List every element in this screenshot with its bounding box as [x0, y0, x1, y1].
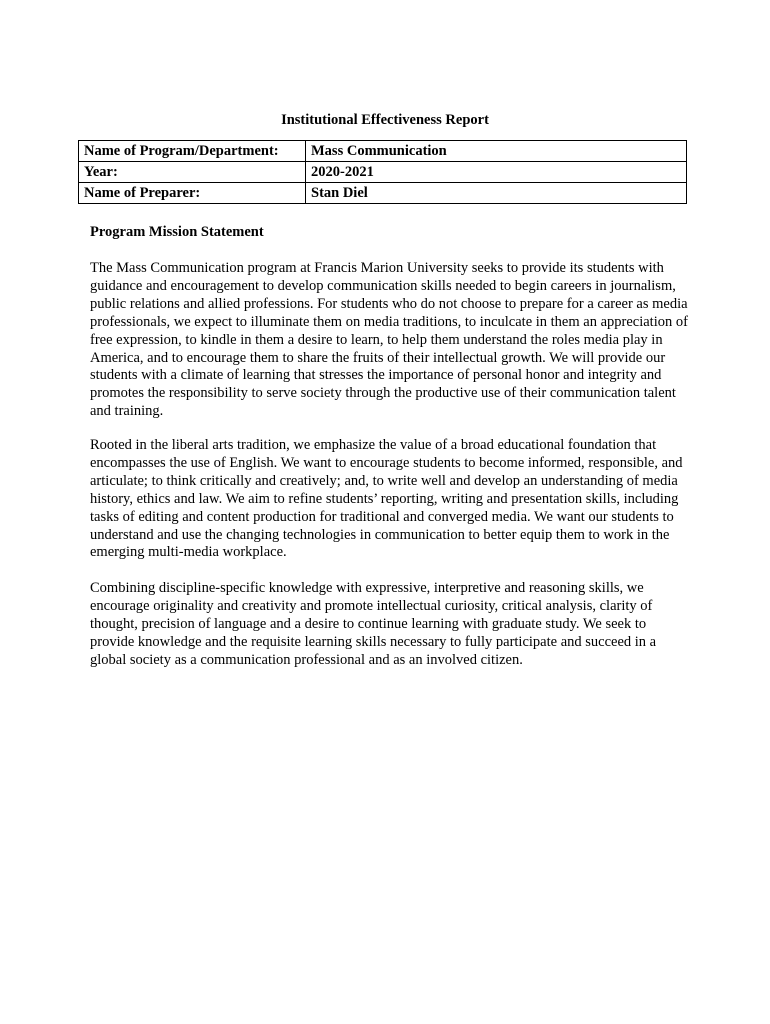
- table-row: [79, 141, 687, 162]
- mission-paragraph-2: Rooted in the liberal arts tradition, we emphasize the value of a broad educational foundation that encompasses the use of English. We want to encourage students to become informed, responsible, and articulate; to think critically and creatively; and, to write well and develop an understanding of media history, ethics and law. We aim to refine students’ reporting, writing and presentation skills, including tasks of editing and content production for traditional and converged media. We want our students to understand and use the changing technologies in communication to better equip them to work in the emerging multi-media workplace.: [90, 437, 683, 561]
- table-row: [79, 162, 687, 183]
- section-heading: Program Mission Statement: [90, 224, 264, 240]
- program-info-table: [78, 140, 687, 204]
- year-value: 2020-2021: [306, 162, 687, 183]
- mission-paragraph-1: The Mass Communication program at Francis Marion University seeks to provide its students with guidance and encouragement to develop communication skills needed to begin careers in journalism, public relations and allied professions. For students who do not choose to prepare for a career as media professionals, we expect to illuminate them on media traditions, to inculcate in them an appreciation of free expression, to kindle in them a desire to learn, to help them understand the roles media play in America, and to encourage them to share the fruits of their intellectual growth. We will provide our students with a climate of learning that stresses the importance of personal honor and integrity and promotes the responsibility to serve society through the productive use of their communication talent and training.: [90, 260, 688, 420]
- report-title: Institutional Effectiveness Report: [281, 112, 489, 128]
- preparer-value: Stan Diel: [306, 183, 687, 204]
- table-row: [79, 183, 687, 204]
- preparer-label: Name of Preparer:: [79, 183, 306, 204]
- program-value: Mass Communication: [306, 141, 687, 162]
- year-label: Year:: [79, 162, 306, 183]
- program-label: Name of Program/Department:: [79, 141, 306, 162]
- mission-paragraph-3: Combining discipline-specific knowledge with expressive, interpretive and reasoning skills, we encourage originality and creativity and promote intellectual curiosity, critical analysis, clarity of thought, precision of language and a desire to continue learning with graduate study. We seek to provide knowledge and the requisite learning skills necessary to fully participate and succeed in a global society as a communication professional and as an involved citizen.: [90, 580, 657, 668]
